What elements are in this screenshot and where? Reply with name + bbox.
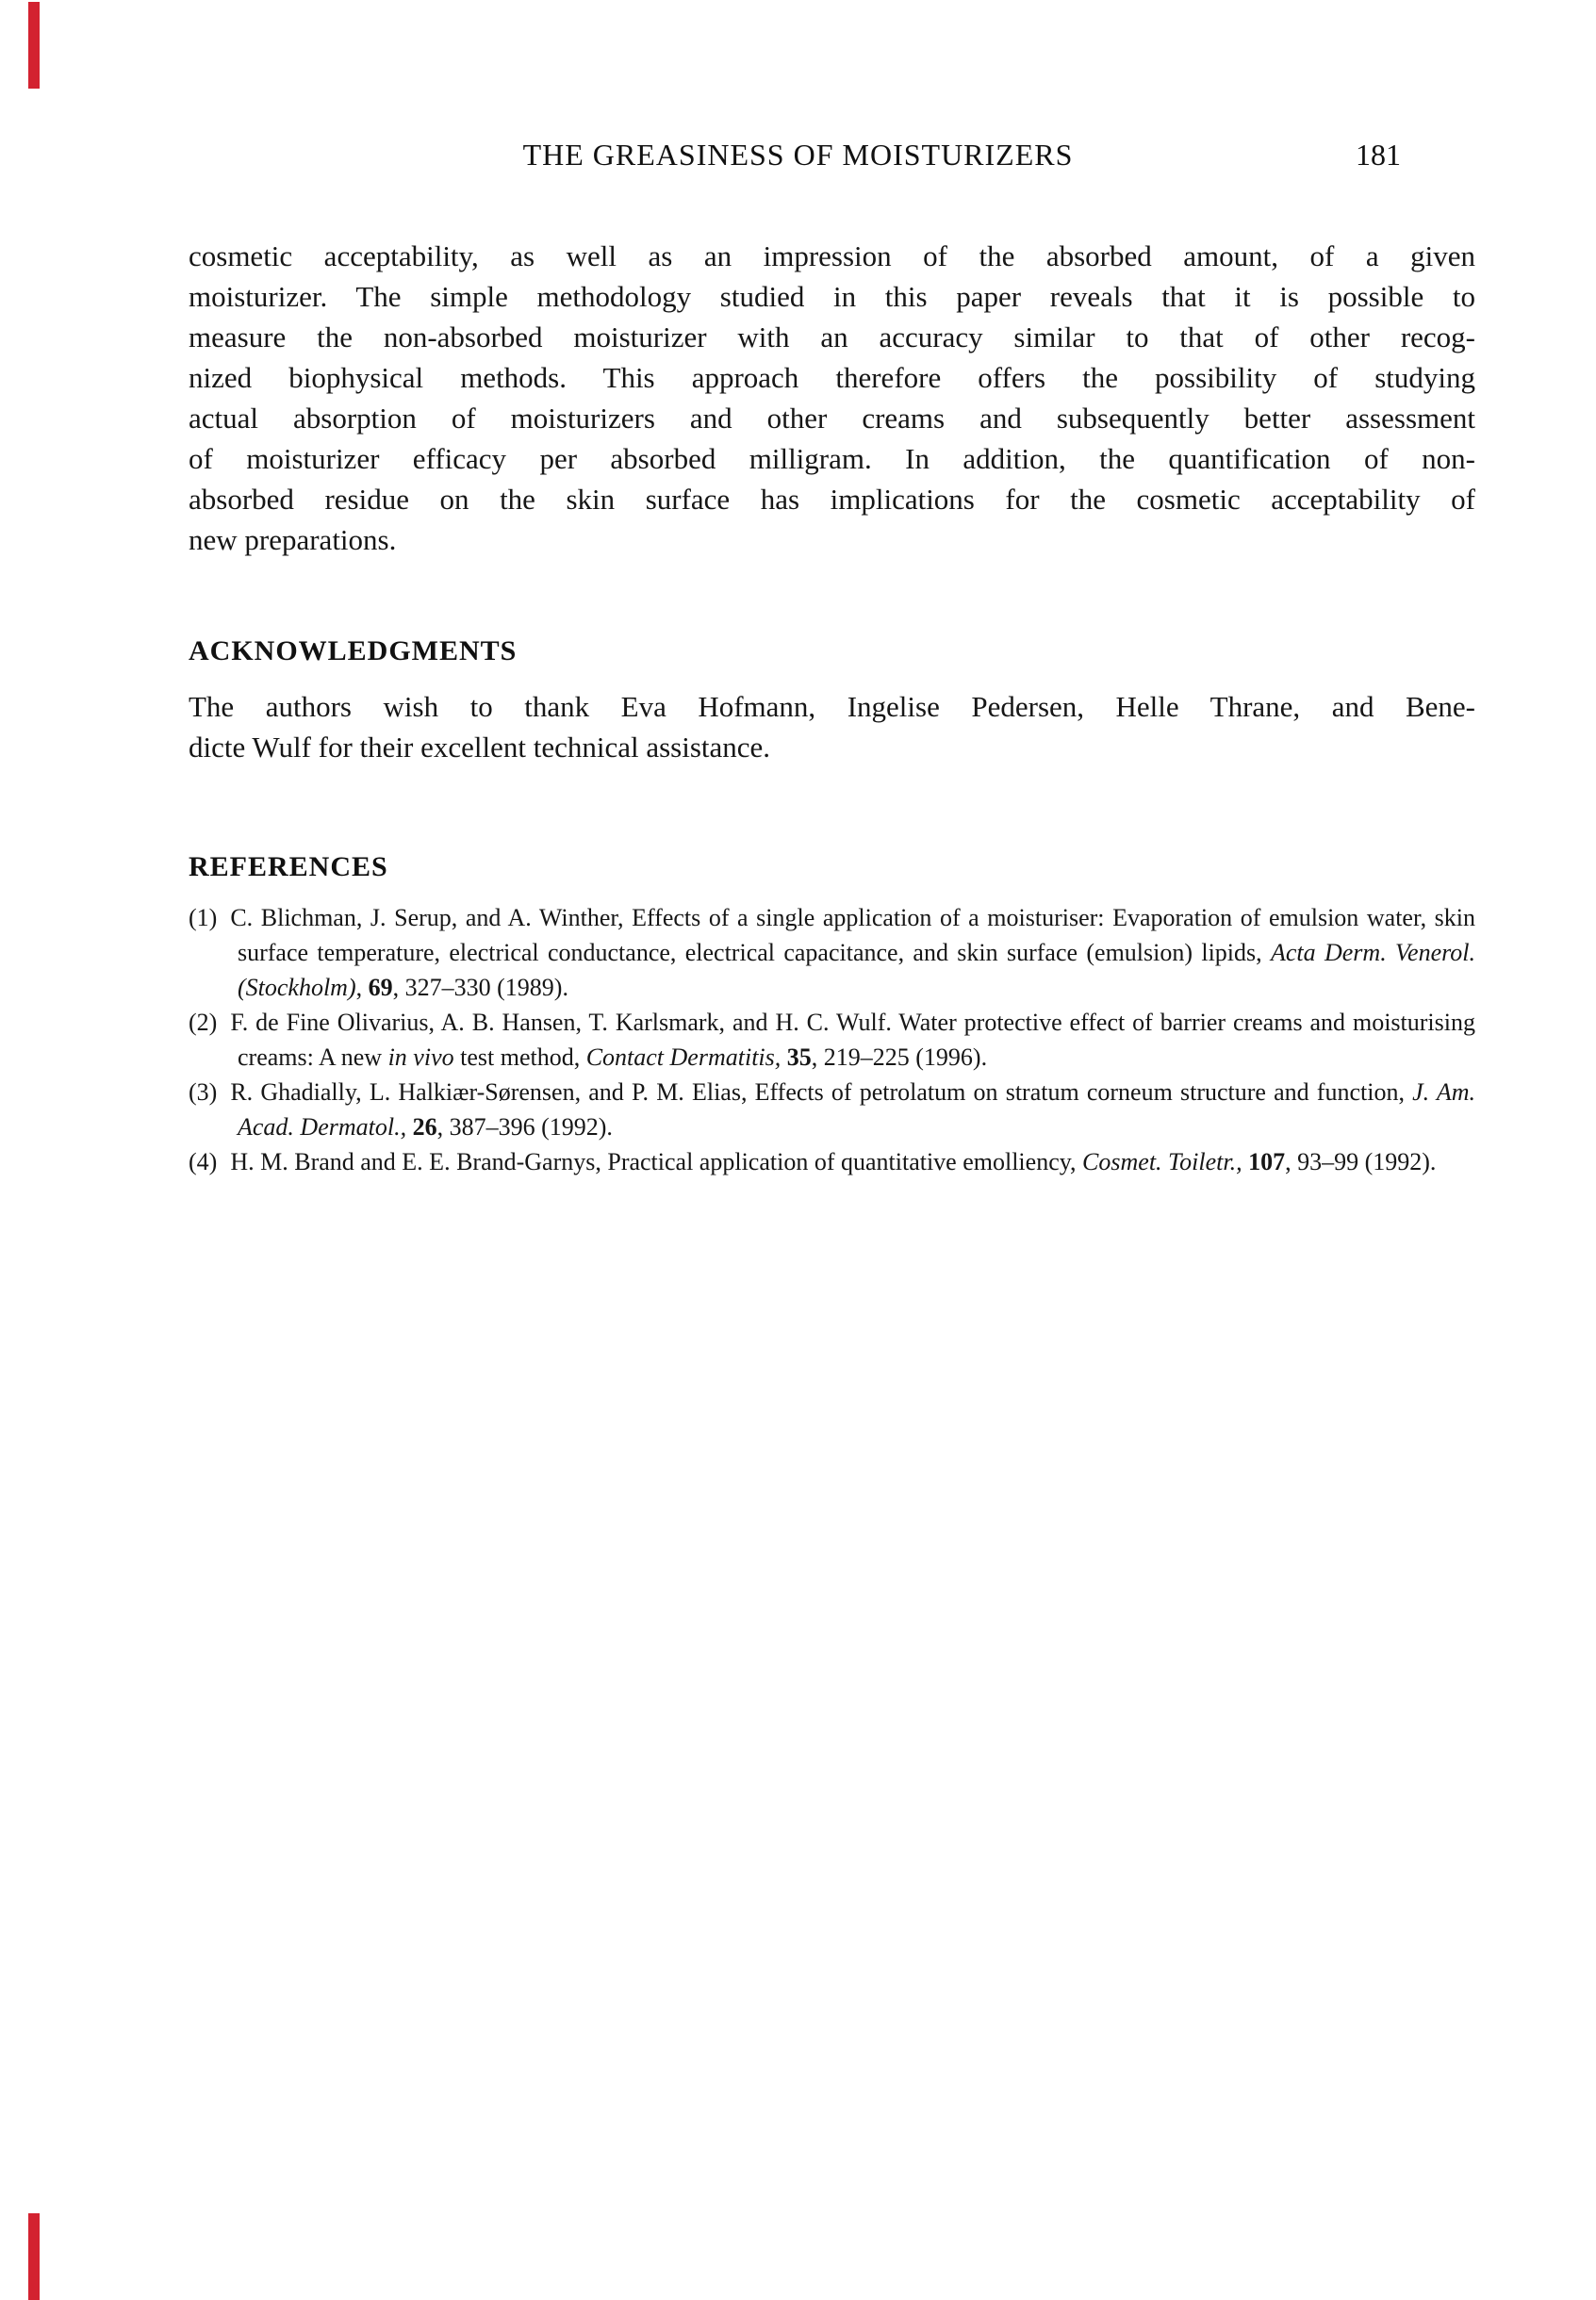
body-text-line: measure the non-absorbed moisturizer with an accuracy similar to that of other recog-: [189, 320, 1475, 353]
reference-item: [189, 1144, 1475, 1179]
reference-number: (3): [189, 1078, 218, 1106]
reference-text-segment: ,: [355, 974, 369, 1001]
reference-text-segment: , 387–396 (1992).: [436, 1113, 613, 1141]
reference-text-segment: 107: [1248, 1148, 1286, 1175]
acknowledgments-text-line: dicte Wulf for their excellent technical assistance.: [189, 731, 771, 764]
reference-item: [189, 900, 1475, 1005]
reference-text-segment: 69: [368, 974, 393, 1001]
body-paragraph: [189, 236, 1475, 560]
body-text-line: new preparations.: [189, 523, 397, 556]
body-text-line: absorbed residue on the skin surface has implications for the cosmetic acceptability of: [189, 483, 1475, 516]
reference-text-segment: F. de Fine Olivarius, A. B. Hansen, T. Karlsmark, and H. C. Wulf. Water protective effect of barrier creams and moisturising creams: A new: [230, 1009, 1475, 1071]
reference-number: (4): [189, 1148, 218, 1175]
body-text-line: actual absorption of moisturizers and other creams and subsequently better assessment: [189, 402, 1475, 435]
body-text-line: cosmetic acceptability, as well as an impression of the absorbed amount, of a given: [189, 239, 1475, 272]
reference-number: (1): [189, 904, 218, 931]
references-heading: REFERENCES: [189, 851, 388, 882]
page-number: 181: [1356, 138, 1401, 172]
reference-text-segment: J. Am. Acad. Dermatol.,: [238, 1078, 1475, 1141]
reference-number: (2): [189, 1009, 218, 1036]
reference-item: [189, 1005, 1475, 1075]
reference-text-segment: , 327–330 (1989).: [392, 974, 568, 1001]
reference-text-segment: C. Blichman, J. Serup, and A. Winther, Effects of a single application of a moisturiser: Evaporation of emulsion water, skin surface temperature, electrical conductance, electrical capacitance, and skin surface (emulsion) lipids,: [230, 904, 1475, 966]
body-text-line: of moisturizer efficacy per absorbed milligram. In addition, the quantification of non-: [189, 442, 1475, 475]
reference-list: [189, 900, 1475, 1179]
reference-text-segment: Acta Derm. Venerol. (Stockholm): [238, 939, 1475, 1001]
reference-text-segment: test method,: [453, 1043, 586, 1071]
scan-edge-mark-bottom: [28, 2213, 40, 2300]
body-text-line: nized biophysical methods. This approach therefore offers the possibility of studying: [189, 361, 1475, 394]
reference-text-segment: 35: [786, 1043, 812, 1071]
reference-text-segment: Contact Dermatitis,: [585, 1043, 782, 1071]
body-text-line: moisturizer. The simple methodology studied in this paper reveals that it is possible to: [189, 280, 1475, 313]
reference-text-segment: 26: [412, 1113, 437, 1141]
scan-edge-mark-top: [28, 2, 40, 89]
acknowledgments-paragraph: [189, 686, 1475, 767]
reference-text-segment: in vivo: [387, 1043, 454, 1071]
running-head-title: THE GREASINESS OF MOISTURIZERS: [522, 138, 1074, 172]
reference-text-segment: , 219–225 (1996).: [811, 1043, 988, 1071]
reference-text-segment: H. M. Brand and E. E. Brand-Garnys, Practical application of quantitative emolliency,: [230, 1148, 1083, 1175]
reference-text-segment: R. Ghadially, L. Halkiær-Sørensen, and P. M. Elias, Effects of petrolatum on stratum corneum structure and function,: [230, 1078, 1413, 1106]
reference-text-segment: Cosmet. Toiletr.,: [1082, 1148, 1242, 1175]
reference-item: [189, 1075, 1475, 1144]
reference-text-segment: , 93–99 (1992).: [1285, 1148, 1437, 1175]
acknowledgments-heading: ACKNOWLEDGMENTS: [189, 635, 518, 666]
acknowledgments-text-line: The authors wish to thank Eva Hofmann, Ingelise Pedersen, Helle Thrane, and Bene-: [189, 690, 1475, 723]
